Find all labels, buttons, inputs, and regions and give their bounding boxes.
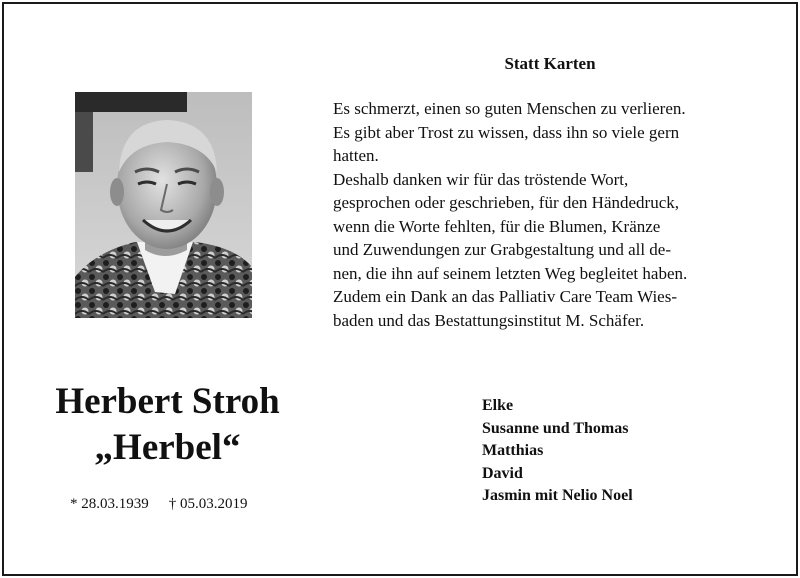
thank-you-line: wenn die Worte fehlten, für die Blumen, Kränze bbox=[333, 216, 661, 236]
thank-you-line: und Zuwendungen zur Grabgestaltung und all de- bbox=[333, 240, 672, 259]
thank-you-text bbox=[333, 97, 793, 332]
thank-you-line: gesprochen oder geschrieben, für den Händedruck, bbox=[333, 193, 679, 212]
deceased-nickname: „Herbel“ bbox=[94, 427, 241, 468]
family-list bbox=[482, 395, 782, 508]
death-date: † 05.03.2019 bbox=[168, 496, 248, 512]
thank-you-line: baden und das Bestattungsinstitut M. Schäfer. bbox=[333, 310, 645, 330]
thank-you-line: nen, die ihn auf seinem letzten Weg begleitet haben. bbox=[333, 263, 688, 283]
thank-you-line: Es gibt aber Trost zu wissen, dass ihn so viele gern bbox=[333, 122, 680, 142]
family-member: Matthias bbox=[482, 442, 544, 459]
thank-you-line: Zudem ein Dank an das Palliativ Care Team Wies- bbox=[333, 287, 678, 306]
portrait-photo bbox=[75, 92, 252, 318]
birth-date: * 28.03.1939 bbox=[70, 496, 149, 512]
deceased-name: Herbert Stroh bbox=[55, 381, 280, 422]
family-member: Jasmin mit Nelio Noel bbox=[482, 487, 633, 504]
thank-you-line: Es schmerzt, einen so guten Menschen zu verlieren. bbox=[333, 99, 686, 118]
family-member: Susanne und Thomas bbox=[482, 419, 629, 437]
life-dates bbox=[70, 494, 280, 514]
notice-heading: Statt Karten bbox=[504, 54, 596, 73]
thank-you-line: Deshalb danken wir für das tröstende Wort, bbox=[333, 169, 629, 189]
thank-you-line: hatten. bbox=[333, 146, 379, 165]
family-member: David bbox=[482, 464, 523, 482]
family-member: Elke bbox=[482, 397, 514, 414]
